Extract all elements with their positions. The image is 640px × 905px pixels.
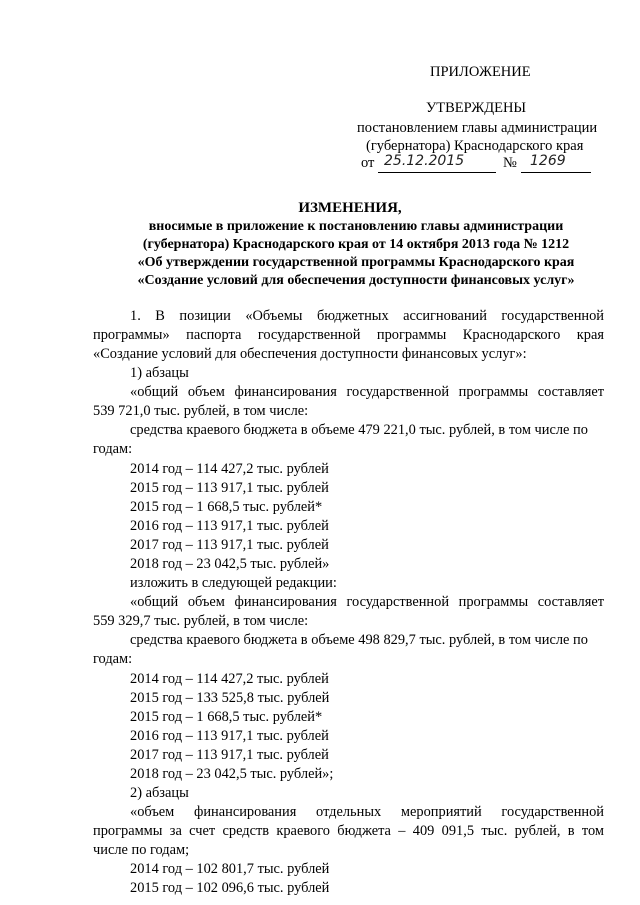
old-year-item: 2014 год – 114 427,2 тыс. рублей — [130, 461, 329, 477]
number-underline — [521, 172, 591, 173]
new-total-line-1: «общий объем финансирования государственной программы составляет — [130, 594, 604, 610]
approval-line-2: (губернатора) Краснодарского края — [366, 138, 584, 154]
subtitle-line-4: «Создание условий для обеспечения доступности финансовых услуг» — [137, 273, 575, 288]
old-regional-line-2: годам: — [93, 441, 133, 457]
number-prefix: № — [503, 155, 517, 171]
old-year-item: 2017 год – 113 917,1 тыс. рублей — [130, 537, 329, 553]
activities-line-2: программы за счет средств краевого бюджета – 409 091,5 тыс. рублей, в том — [93, 823, 604, 839]
p1-line-3: «Создание условий для обеспечения доступности финансовых услуг»: — [93, 346, 527, 362]
new-year-item: 2018 год – 23 042,5 тыс. рублей»; — [130, 766, 334, 782]
date-prefix: от — [361, 155, 375, 171]
activities-line-1: «объем финансирования отдельных мероприятий государственной — [130, 804, 604, 820]
approved-label: УТВЕРЖДЕНЫ — [426, 100, 527, 116]
activities-year-item: 2014 год – 102 801,7 тыс. рублей — [130, 861, 330, 877]
new-regional-line-1: средства краевого бюджета в объеме 498 829,7 тыс. рублей, в том числе по — [130, 632, 588, 648]
new-total-line-2: 559 329,7 тыс. рублей, в том числе: — [93, 613, 309, 629]
old-year-item: 2015 год – 113 917,1 тыс. рублей — [130, 480, 329, 496]
old-total-line-1: «общий объем финансирования государственной программы составляет — [130, 384, 604, 400]
restate-label: изложить в следующей редакции: — [130, 575, 337, 591]
section-2-label: 2) абзацы — [130, 785, 189, 801]
date-underline — [378, 172, 496, 173]
appendix-label: ПРИЛОЖЕНИЕ — [430, 64, 531, 80]
new-year-item: 2016 год – 113 917,1 тыс. рублей — [130, 728, 329, 744]
p1-line-2: программы» паспорта государственной программы Краснодарского края — [93, 327, 604, 343]
subtitle-line-3: «Об утверждении государственной программы Краснодарского края — [137, 255, 575, 270]
section-1-label: 1) абзацы — [130, 365, 189, 381]
old-total-line-2: 539 721,0 тыс. рублей, в том числе: — [93, 403, 309, 419]
handwritten-date: 25.12.2015 — [384, 153, 465, 169]
subtitle-line-2: (губернатора) Краснодарского края от 14 октября 2013 года № 1212 — [142, 237, 570, 252]
p1-line-1: 1. В позиции «Объемы бюджетных ассигнований государственной — [130, 308, 604, 324]
subtitle-line-1: вносимые в приложение к постановлению главы администрации — [148, 219, 564, 234]
old-regional-line-1: средства краевого бюджета в объеме 479 221,0 тыс. рублей, в том числе по — [130, 422, 588, 438]
old-year-item: 2016 год – 113 917,1 тыс. рублей — [130, 518, 329, 534]
new-year-item: 2015 год – 133 525,8 тыс. рублей — [130, 690, 330, 706]
new-year-item: 2017 год – 113 917,1 тыс. рублей — [130, 747, 329, 763]
activities-line-3: числе по годам; — [93, 842, 190, 858]
handwritten-number: 1269 — [530, 153, 566, 169]
old-year-item: 2015 год – 1 668,5 тыс. рублей* — [130, 499, 323, 515]
new-regional-line-2: годам: — [93, 651, 133, 667]
old-year-item: 2018 год – 23 042,5 тыс. рублей» — [130, 556, 330, 572]
activities-year-item: 2015 год – 102 096,6 тыс. рублей — [130, 880, 330, 896]
new-year-item: 2015 год – 1 668,5 тыс. рублей* — [130, 709, 323, 725]
new-year-item: 2014 год – 114 427,2 тыс. рублей — [130, 671, 329, 687]
approval-line-1: постановлением главы администрации — [357, 120, 598, 136]
document-title: ИЗМЕНЕНИЯ, — [298, 200, 402, 216]
